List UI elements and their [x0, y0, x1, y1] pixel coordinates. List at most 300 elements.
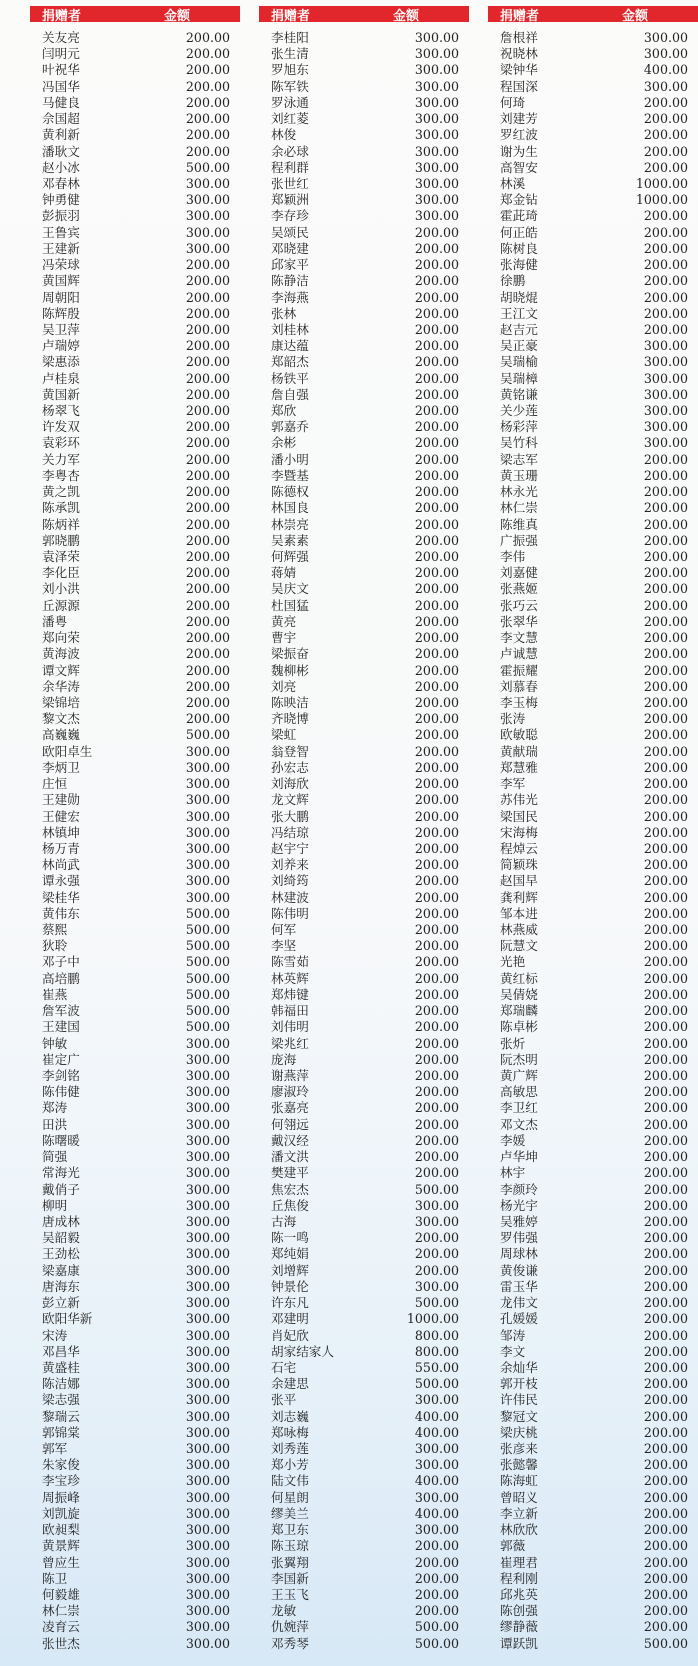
donor-row [259, 549, 469, 565]
donor-row [259, 1263, 469, 1279]
donor-name: 古海 [271, 1213, 297, 1229]
donor-header-label: 捐赠者 [500, 8, 540, 24]
donor-name: 林建波 [271, 889, 309, 905]
donor-row [488, 1473, 698, 1489]
donor-name: 蔡熙 [42, 922, 68, 938]
donor-row [30, 1068, 240, 1084]
donor-name: 阮杰明 [500, 1051, 538, 1067]
donation-amount: 200.00 [643, 597, 688, 613]
donation-amount: 300.00 [185, 1213, 230, 1229]
donor-name: 李暨基 [271, 467, 309, 483]
donor-row [259, 160, 469, 176]
donor-name: 刘红菱 [271, 111, 309, 127]
donation-amount: 200.00 [414, 338, 459, 354]
donation-amount: 200.00 [414, 1262, 459, 1278]
donation-amount: 200.00 [643, 1003, 688, 1019]
donor-row [259, 484, 469, 500]
donation-amount: 200.00 [414, 630, 459, 646]
donor-row [30, 744, 240, 760]
donor-name: 刘桂林 [271, 321, 309, 337]
donor-name: 欧阳华新 [42, 1311, 93, 1327]
donation-amount: 300.00 [185, 743, 230, 759]
donation-amount: 200.00 [643, 1019, 688, 1035]
donation-amount: 200.00 [414, 289, 459, 305]
donor-name: 何翎远 [271, 1116, 309, 1132]
donor-row [30, 1052, 240, 1068]
donation-amount: 200.00 [414, 776, 459, 792]
donor-name: 陈树良 [500, 240, 538, 256]
donation-amount: 300.00 [185, 1262, 230, 1278]
donor-name: 阮慧文 [500, 938, 538, 954]
donation-amount: 200.00 [414, 824, 459, 840]
donor-name: 罗红波 [500, 127, 538, 143]
donor-row [30, 1376, 240, 1392]
donor-row [259, 938, 469, 954]
donation-amount: 200.00 [414, 1116, 459, 1132]
donor-name: 吴瑞樟 [500, 370, 538, 386]
donation-amount: 200.00 [185, 662, 230, 678]
donor-row [259, 306, 469, 322]
donation-amount: 300.00 [414, 1441, 459, 1457]
donor-row [30, 1165, 240, 1181]
donor-row [259, 1538, 469, 1554]
donation-amount: 200.00 [643, 1587, 688, 1602]
donor-row [30, 500, 240, 516]
donor-name: 钟勇健 [42, 192, 80, 208]
donation-amount: 300.00 [643, 435, 688, 451]
donation-amount: 300.00 [414, 1522, 459, 1538]
donation-amount: 200.00 [643, 159, 688, 175]
donation-amount: 300.00 [414, 1457, 459, 1473]
donation-amount: 500.00 [414, 1295, 459, 1311]
donor-row [488, 241, 698, 257]
donation-amount: 800.00 [414, 1327, 459, 1343]
donor-row [488, 403, 698, 419]
donation-amount: 200.00 [643, 824, 688, 840]
donor-row [259, 1214, 469, 1230]
donation-amount: 200.00 [643, 484, 688, 500]
donation-amount: 300.00 [185, 1554, 230, 1570]
donation-amount: 300.00 [185, 224, 230, 240]
donation-amount: 300.00 [643, 419, 688, 435]
donor-row [30, 371, 240, 387]
donor-row [488, 744, 698, 760]
donor-name: 田洪 [42, 1116, 68, 1132]
donation-amount: 200.00 [643, 1100, 688, 1116]
donor-row [30, 727, 240, 743]
donation-amount: 200.00 [185, 532, 230, 548]
donation-amount: 200.00 [414, 257, 459, 273]
donation-amount: 200.00 [185, 613, 230, 629]
donor-row [30, 630, 240, 646]
donation-amount: 200.00 [414, 403, 459, 419]
donor-row [259, 1522, 469, 1538]
donation-amount: 200.00 [414, 678, 459, 694]
donor-row [259, 1182, 469, 1198]
donation-amount: 200.00 [643, 321, 688, 337]
donor-name: 简强 [42, 1149, 68, 1165]
donor-row [30, 1003, 240, 1019]
donor-row [488, 435, 698, 451]
donor-row [259, 987, 469, 1003]
donor-row [488, 581, 698, 597]
donor-row [259, 517, 469, 533]
donor-rows [30, 30, 240, 1652]
donor-row [30, 1522, 240, 1538]
donor-row [259, 598, 469, 614]
donor-row [30, 468, 240, 484]
donor-name: 韩福田 [271, 1003, 309, 1019]
donor-name: 黄盛桂 [42, 1359, 80, 1375]
donor-name: 黎文杰 [42, 711, 80, 727]
donor-name: 孙宏志 [271, 759, 309, 775]
donor-name: 郑欣 [271, 403, 297, 419]
donor-row [488, 290, 698, 306]
donor-row [488, 1619, 698, 1635]
donation-amount: 500.00 [185, 954, 230, 970]
donation-amount: 500.00 [185, 1003, 230, 1019]
donor-name: 黄广辉 [500, 1068, 538, 1083]
donation-amount: 200.00 [643, 565, 688, 581]
donor-name: 陈维真 [500, 516, 538, 532]
donor-name: 郑卫东 [271, 1522, 309, 1538]
donor-name: 杨万青 [42, 840, 80, 856]
donation-amount: 200.00 [643, 954, 688, 970]
donation-amount: 300.00 [185, 1295, 230, 1311]
donation-amount: 300.00 [185, 1084, 230, 1100]
donation-amount: 400.00 [414, 1424, 459, 1440]
donation-amount: 200.00 [185, 630, 230, 646]
donor-row [259, 1473, 469, 1489]
donor-row [259, 1036, 469, 1052]
donor-column-3 [488, 6, 698, 1652]
donor-row [259, 1490, 469, 1506]
donor-name: 李存珍 [271, 208, 309, 224]
donation-amount: 200.00 [185, 646, 230, 662]
donor-row [488, 419, 698, 435]
donor-row [259, 1246, 469, 1262]
donation-amount: 300.00 [185, 1522, 230, 1538]
donor-name: 吴正豪 [500, 338, 538, 354]
donor-name: 王鲁宾 [42, 224, 80, 240]
donor-row [488, 1425, 698, 1441]
donor-name: 王健宏 [42, 808, 80, 824]
column-header [30, 6, 240, 22]
donor-row [30, 1295, 240, 1311]
donor-name: 谢为生 [500, 143, 538, 159]
donation-amount: 200.00 [414, 581, 459, 597]
donor-row [259, 208, 469, 224]
donor-row [30, 338, 240, 354]
donation-amount: 200.00 [414, 1554, 459, 1570]
donor-row [30, 1587, 240, 1603]
donor-name: 雷玉华 [500, 1278, 538, 1294]
donor-name: 张翼翔 [271, 1554, 309, 1570]
donor-name: 陆文伟 [271, 1473, 309, 1489]
donor-row [259, 1587, 469, 1603]
donor-name: 崔定广 [42, 1051, 80, 1067]
donor-row [259, 1068, 469, 1084]
donor-name: 龙伟文 [500, 1295, 538, 1311]
donation-amount: 200.00 [414, 565, 459, 581]
donor-row [259, 581, 469, 597]
donor-name: 彭立新 [42, 1295, 80, 1311]
donation-amount: 200.00 [643, 1213, 688, 1229]
donor-row [259, 1619, 469, 1635]
donor-row [488, 1344, 698, 1360]
donor-row [488, 387, 698, 403]
donor-header-label: 捐赠者 [42, 8, 82, 24]
donor-name: 吴倩娆 [500, 986, 538, 1002]
donor-row [259, 1409, 469, 1425]
donation-amount: 1000.00 [635, 192, 688, 208]
donor-row [30, 922, 240, 938]
donor-name: 郭嘉乔 [271, 419, 309, 435]
donation-amount: 200.00 [414, 1246, 459, 1262]
donor-row [488, 776, 698, 792]
donor-row [259, 890, 469, 906]
donation-amount: 200.00 [643, 305, 688, 321]
donor-row [259, 192, 469, 208]
donor-row [488, 322, 698, 338]
donor-name: 朱家俊 [42, 1457, 80, 1473]
donor-row [30, 873, 240, 889]
donation-amount: 200.00 [414, 759, 459, 775]
donor-name: 潘文洪 [271, 1149, 309, 1165]
donation-amount: 500.00 [414, 1619, 459, 1635]
donor-name: 彭振羽 [42, 208, 80, 224]
donation-amount: 200.00 [185, 484, 230, 500]
donor-row [259, 1279, 469, 1295]
donation-amount: 300.00 [643, 338, 688, 354]
donation-amount: 200.00 [414, 516, 459, 532]
donor-name: 徐鹏 [500, 273, 526, 289]
donor-name: 宋海梅 [500, 824, 538, 840]
donor-name: 周球林 [500, 1246, 538, 1262]
donor-name: 郑纯娟 [271, 1246, 309, 1262]
donor-name: 邹本进 [500, 905, 538, 921]
donor-name: 吴瑞榆 [500, 354, 538, 370]
donor-name: 谭文辉 [42, 662, 80, 678]
donor-row [259, 127, 469, 143]
donor-row [488, 954, 698, 970]
donor-row [488, 695, 698, 711]
donation-amount: 200.00 [185, 305, 230, 321]
donor-name: 邓子中 [42, 954, 80, 970]
donor-row [259, 241, 469, 257]
donation-amount: 300.00 [185, 1051, 230, 1067]
donation-amount: 500.00 [414, 1635, 459, 1651]
donation-amount: 200.00 [643, 1132, 688, 1148]
donor-row [259, 679, 469, 695]
donation-amount: 200.00 [185, 78, 230, 94]
donor-row [30, 825, 240, 841]
donation-amount: 200.00 [643, 1116, 688, 1132]
donation-amount: 300.00 [185, 1359, 230, 1375]
donor-name: 刘绮筠 [271, 873, 309, 889]
donor-row [488, 533, 698, 549]
donor-row [259, 1425, 469, 1441]
donor-row [488, 1490, 698, 1506]
donation-amount: 200.00 [414, 1538, 459, 1554]
donation-amount: 300.00 [185, 1587, 230, 1602]
donor-row [30, 890, 240, 906]
donation-amount: 200.00 [643, 889, 688, 905]
donation-amount: 200.00 [643, 1619, 688, 1635]
donor-name: 林国良 [271, 500, 309, 516]
donor-name: 魏柳彬 [271, 662, 309, 678]
donation-amount: 200.00 [414, 597, 459, 613]
donor-name: 吴素素 [271, 532, 309, 548]
donor-row [259, 1003, 469, 1019]
donation-amount: 300.00 [185, 175, 230, 191]
donor-row [259, 630, 469, 646]
donor-row [488, 517, 698, 533]
donation-amount: 200.00 [643, 1441, 688, 1457]
donor-name: 戴俏子 [42, 1181, 80, 1197]
donor-name: 陈创强 [500, 1603, 538, 1619]
donor-row [488, 208, 698, 224]
donation-amount: 200.00 [643, 1376, 688, 1392]
donor-name: 黄海波 [42, 646, 80, 662]
donor-row [488, 663, 698, 679]
donor-name: 龚利辉 [500, 889, 538, 905]
donation-amount: 300.00 [185, 1246, 230, 1262]
donation-amount: 200.00 [414, 889, 459, 905]
donation-amount: 200.00 [643, 743, 688, 759]
donor-row [488, 598, 698, 614]
donor-row [488, 1263, 698, 1279]
donor-row [30, 1619, 240, 1635]
donor-name: 吴雅婷 [500, 1213, 538, 1229]
amount-header-label: 金额 [393, 8, 420, 24]
donation-amount: 200.00 [185, 403, 230, 419]
donation-amount: 300.00 [414, 208, 459, 224]
donor-row [259, 1636, 469, 1652]
donor-row [488, 711, 698, 727]
donation-amount: 300.00 [185, 776, 230, 792]
donation-amount: 200.00 [414, 1068, 459, 1083]
donor-name: 潘小明 [271, 451, 309, 467]
donor-row [259, 419, 469, 435]
donation-amount: 200.00 [643, 1197, 688, 1213]
donor-name: 郑瑞麟 [500, 1003, 538, 1019]
donor-row [259, 354, 469, 370]
donor-name: 程利群 [271, 159, 309, 175]
donor-row [30, 484, 240, 500]
donor-row [30, 1473, 240, 1489]
donor-name: 张燕姬 [500, 581, 538, 597]
donor-row [259, 663, 469, 679]
donation-amount: 300.00 [185, 1489, 230, 1505]
donor-row [488, 484, 698, 500]
donor-name: 凌育云 [42, 1619, 80, 1635]
donor-row [259, 1392, 469, 1408]
donation-amount: 1000.00 [635, 175, 688, 191]
donor-row [30, 809, 240, 825]
donation-amount: 200.00 [414, 1019, 459, 1035]
donor-row [30, 62, 240, 78]
donor-name: 齐晓博 [271, 711, 309, 727]
donor-row [488, 1165, 698, 1181]
donation-amount: 200.00 [643, 938, 688, 954]
donation-amount: 200.00 [185, 386, 230, 402]
donor-row [259, 1571, 469, 1587]
donor-row [488, 1279, 698, 1295]
donor-row [488, 1117, 698, 1133]
donor-row [259, 727, 469, 743]
donation-amount: 200.00 [643, 759, 688, 775]
donor-row [488, 727, 698, 743]
donation-amount: 200.00 [414, 873, 459, 889]
donor-row [259, 46, 469, 62]
donor-name: 李军 [500, 776, 526, 792]
donor-name: 黄国辉 [42, 273, 80, 289]
donor-name: 刘小洪 [42, 581, 80, 597]
donor-row [259, 257, 469, 273]
donation-amount: 500.00 [185, 159, 230, 175]
donor-name: 李化臣 [42, 565, 80, 581]
donor-row [259, 695, 469, 711]
donation-amount: 200.00 [185, 62, 230, 78]
donation-amount: 300.00 [185, 1327, 230, 1343]
donation-amount: 500.00 [414, 1181, 459, 1197]
donor-name: 郑颖洲 [271, 192, 309, 208]
donor-row [30, 663, 240, 679]
donation-amount: 500.00 [185, 986, 230, 1002]
donor-name: 陈雪茹 [271, 954, 309, 970]
donor-name: 陈卫 [42, 1570, 68, 1586]
donor-name: 梁惠添 [42, 354, 80, 370]
donor-row [30, 549, 240, 565]
donor-row [488, 1457, 698, 1473]
donation-amount: 200.00 [414, 240, 459, 256]
donation-amount: 200.00 [643, 500, 688, 516]
donor-row [259, 403, 469, 419]
donor-row [259, 971, 469, 987]
donor-name: 翁登智 [271, 743, 309, 759]
donor-name: 李颜玲 [500, 1181, 538, 1197]
donor-name: 郑慧雅 [500, 759, 538, 775]
donor-name: 高巍巍 [42, 727, 80, 743]
donation-amount: 200.00 [643, 613, 688, 629]
donation-amount: 200.00 [185, 500, 230, 516]
donor-row [488, 1214, 698, 1230]
donation-amount: 300.00 [414, 62, 459, 78]
donor-row [259, 1457, 469, 1473]
donor-name: 黄景辉 [42, 1538, 80, 1554]
donor-row [259, 1295, 469, 1311]
donor-name: 刘养来 [271, 857, 309, 873]
donor-row [488, 1538, 698, 1554]
donor-name: 罗伟强 [500, 1230, 538, 1246]
donor-row [30, 1571, 240, 1587]
donor-row [259, 565, 469, 581]
donor-row [259, 825, 469, 841]
donor-name: 黄利新 [42, 127, 80, 143]
donor-rows [488, 30, 698, 1652]
donor-name: 王玉飞 [271, 1587, 309, 1602]
donor-name: 邓建明 [271, 1311, 309, 1327]
donor-row [30, 1538, 240, 1554]
donor-name: 缪美兰 [271, 1505, 309, 1521]
donation-amount: 200.00 [414, 727, 459, 743]
donor-name: 陈卓彬 [500, 1019, 538, 1035]
donor-row [259, 1441, 469, 1457]
donor-name: 钟景伦 [271, 1278, 309, 1294]
donor-name: 王江文 [500, 305, 538, 321]
donation-amount: 200.00 [643, 1505, 688, 1521]
